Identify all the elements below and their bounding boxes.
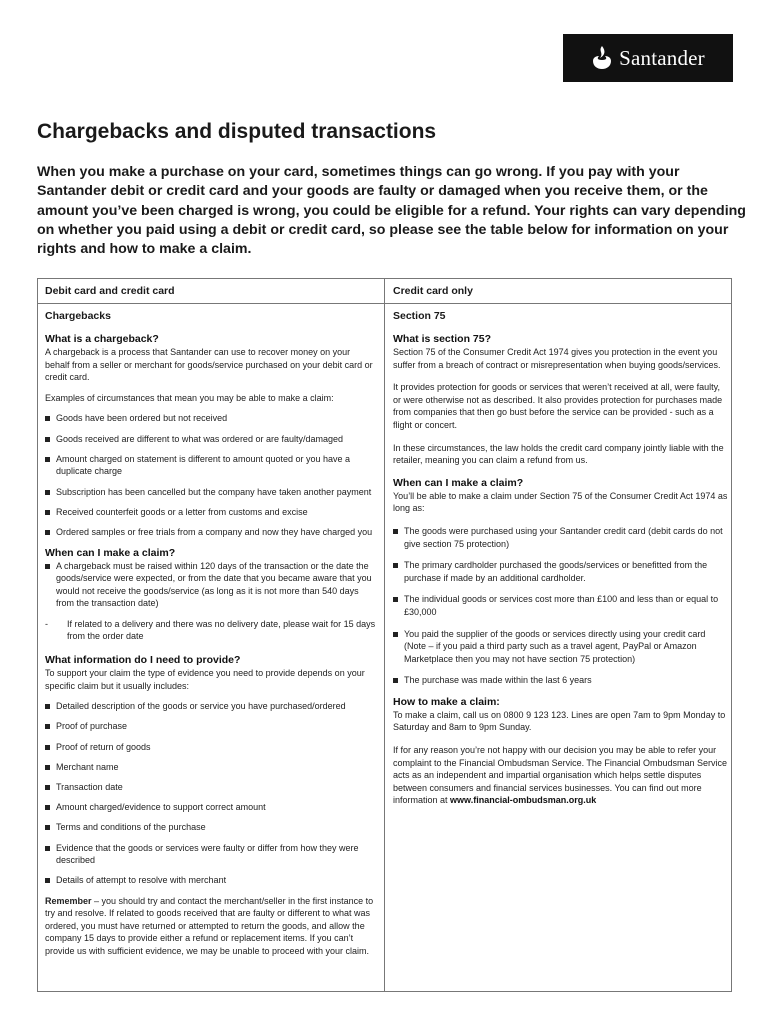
list-item: The individual goods or services cost more than £100 and less than or equal to £30,000 bbox=[393, 593, 728, 618]
left-subheader: Chargebacks bbox=[45, 310, 111, 322]
list-item: Terms and conditions of the purchase bbox=[45, 821, 377, 834]
what-is-chargeback-heading: What is a chargeback? bbox=[45, 333, 159, 345]
when-list bbox=[45, 560, 377, 610]
section75-column bbox=[393, 333, 728, 807]
examples-list bbox=[45, 412, 377, 538]
remember-note bbox=[45, 895, 377, 958]
list-item: Transaction date bbox=[45, 781, 377, 794]
ombudsman-body: If for any reason you’re not happy with our decision you may be able to refer your complaint to the Financial Ombudsman Service. The Financial Ombudsman Service acts as an independent and impartial organisation which helps settle disputes between consumers and financial services businesses. You can find out more information at bbox=[393, 745, 727, 806]
right-header: Credit card only bbox=[393, 285, 473, 297]
list-item: Goods received are different to what was ordered or are faulty/damaged bbox=[45, 433, 377, 446]
when-claim-heading: When can I make a claim? bbox=[393, 476, 524, 489]
rights-table bbox=[37, 278, 732, 992]
santander-logo bbox=[563, 34, 733, 82]
conditions-list bbox=[393, 525, 728, 687]
brand-name: Santander bbox=[619, 45, 705, 70]
when-claim-text: You’ll be able to make a claim under Section 75 of the Consumer Credit Act 1974 as long as: bbox=[393, 490, 728, 514]
list-item: You paid the supplier of the goods or services directly using your credit card (Note – if you paid a third party such as a travel agent, PayPal or Amazon Marketplace then you may not have section 75 protection) bbox=[393, 628, 728, 666]
ombudsman-link[interactable]: www.financial-ombudsman.org.uk bbox=[450, 795, 597, 806]
list-item: Merchant name bbox=[45, 761, 377, 774]
when-claim-heading: When can I make a claim? bbox=[45, 546, 176, 559]
chargeback-definition: A chargeback is a process that Santander can use to recover money on your behalf from a seller or merchant for goods/service purchased on your debit card or credit card. bbox=[45, 347, 373, 383]
list-item: Subscription has been cancelled but the company have taken another payment bbox=[45, 486, 377, 499]
list-item: Amount charged/evidence to support correct amount bbox=[45, 801, 377, 814]
chargebacks-column bbox=[45, 333, 377, 958]
when-sublist bbox=[45, 618, 377, 643]
list-item: The goods were purchased using your Santander credit card (debit cards do not give section 75 protection) bbox=[393, 525, 728, 550]
list-item: Ordered samples or free trials from a company and now they have charged you bbox=[45, 526, 377, 539]
list-item: Details of attempt to resolve with merchant bbox=[45, 874, 377, 887]
remember-label: Remember bbox=[45, 895, 92, 906]
list-item: The primary cardholder purchased the goods/services or benefitted from the purchase if made by an additional cardholder. bbox=[393, 559, 728, 584]
list-item: - If related to a delivery and there was no delivery date, please wait for 15 days from the order date bbox=[45, 618, 377, 643]
info-list bbox=[45, 700, 377, 887]
remember-text: – you should try and contact the merchant/seller in the first instance to try and resolve. If related to goods received that are faulty or different to what was ordered, you must have returned or attempted to return the goods, and allow the company 15 days to provide either a refund or replacement items. If you can’t provide us with sufficient evidence, we may be unable to proceed with your claim. bbox=[45, 895, 374, 956]
what-is-section75-heading: What is section 75? bbox=[393, 333, 492, 345]
flame-icon bbox=[591, 45, 613, 71]
examples-intro: Examples of circumstances that mean you may be able to make a claim: bbox=[45, 392, 334, 403]
list-item: Proof of return of goods bbox=[45, 741, 377, 754]
info-heading: What information do I need to provide? bbox=[45, 654, 241, 667]
list-item: Goods have been ordered but not received bbox=[45, 412, 377, 425]
how-to-claim-heading: How to make a claim: bbox=[393, 695, 500, 708]
list-item: Evidence that the goods or services were faulty or differ from how they were described bbox=[45, 842, 377, 867]
intro-text: When you make a purchase on your card, sometimes things can go wrong. If you pay with your Santander debit or credit card and your goods are faulty or damaged when you receive them, or the amount you’ve been charged is wrong, you could be eligible for a refund. Your rights can vary depending on whether you paid using a debit or credit card, so please see the table below for information on your rights and how to make a claim. bbox=[37, 164, 746, 258]
list-item: Detailed description of the goods or service you have purchased/ordered bbox=[45, 700, 377, 713]
how-to-claim-text: To make a claim, call us on 0800 9 123 123. Lines are open 7am to 9pm Monday to Saturday and 8am to 9pm Sunday. bbox=[393, 709, 726, 733]
list-item: Amount charged on statement is different to amount quoted or you have a duplicate charge bbox=[45, 453, 377, 478]
list-item: The purchase was made within the last 6 years bbox=[393, 674, 728, 687]
list-item: Received counterfeit goods or a letter from customs and excise bbox=[45, 506, 377, 519]
right-subheader: Section 75 bbox=[393, 310, 446, 322]
left-header: Debit card and credit card bbox=[45, 285, 175, 297]
info-text: To support your claim the type of evidence you need to provide depends on your specific claim but it usually includes: bbox=[45, 668, 365, 691]
ombudsman-text bbox=[393, 744, 728, 807]
list-item: A chargeback must be raised within 120 days of the transaction or the date the goods/service were expected, or from the date that you became aware that you would not receive the goods/service (as long as it is not more than 540 days from the transaction date) bbox=[45, 560, 377, 610]
liability-text: In these circumstances, the law holds the credit card company jointly liable with the retailer, meaning you can claim a refund from us. bbox=[393, 442, 724, 466]
section75-definition: Section 75 of the Consumer Credit Act 1974 gives you protection in the event you suffer from a breach of contract or misrepresentation when buying goods/services. bbox=[393, 347, 721, 370]
list-item: Proof of purchase bbox=[45, 720, 377, 733]
page-title: Chargebacks and disputed transactions bbox=[37, 120, 437, 143]
protection-text: It provides protection for goods or services that weren’t received at all, were faulty, or were otherwise not as described. It also provides protection for purchases made from companies that then go bust before the service can be provided - such as a flight or concert. bbox=[393, 382, 723, 430]
